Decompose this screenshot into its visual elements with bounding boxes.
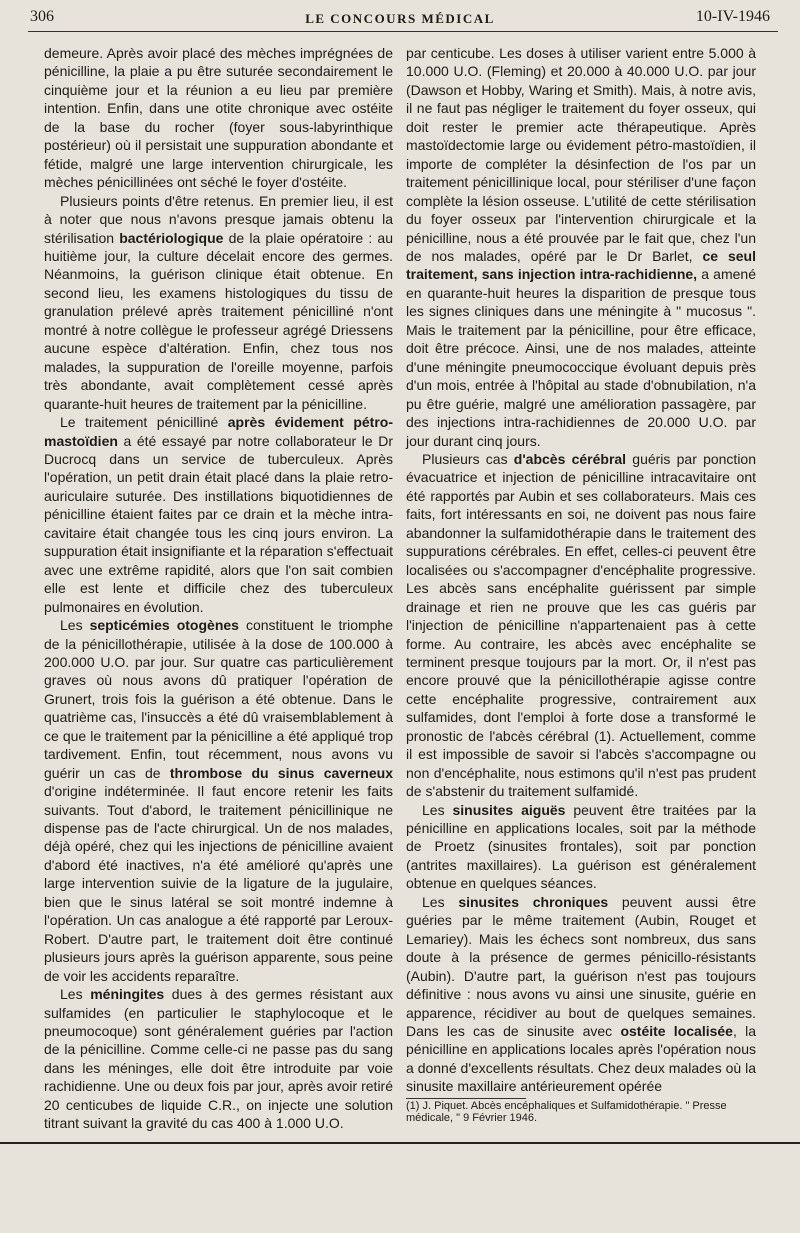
paragraph: demeure. Après avoir placé des mèches imprégnées de pénicilline, la plaie a pu être suturée secondairement le cinquième jour et la réunion a eu lieu par première intention. Enfin, dans une otite chronique avec ostéite de la base du rocher (foyer sous-labyrinthique postérieur) où il persistait une suppuration abondante et fétide, malgré une large intervention chirurgicale, les mèches pénicillinées ont séché le foyer d'ostéite. (44, 45, 393, 191)
page-number: 306 (30, 8, 54, 25)
right-column (406, 44, 756, 1124)
footnote-rule (406, 1098, 526, 1099)
paragraph: Les méningites dues à des germes résistant aux sulfamides (en particulier le staphylocoque et le pneumocoque) sont généralement guéries par l'action de la pénicilline. Comme celle-ci ne passe pas du sang dans les méninges, elle doit être introduite par voie rachidienne. Une ou deux fois par jour, après avoir retiré 20 centicubes de liquide C.R., on injecte une solution titrant suivant la gravité du cas 400 à 1.000 U.O. (44, 986, 393, 1132)
footnote: (1) J. Piquet. Abcès encéphaliques et Sulfamidothérapie. " Presse médicale, " 9 Février 1946. (406, 1099, 727, 1124)
page-header (30, 6, 770, 30)
header-rule (28, 31, 778, 32)
paragraph: Les sinusites aiguës peuvent être traitées par la pénicilline en applications locales, soit par la méthode de Proetz (sinusites frontales), soit par ponction (antrites maxillaires). La guérison est généralement obtenue en quelques séances. (406, 801, 756, 892)
journal-title: LE CONCOURS MÉDICAL (305, 11, 495, 26)
paragraph: par centicube. Les doses à utiliser varient entre 5.000 à 10.000 U.O. (Fleming) et 20.000 à 40.000 U.O. par jour (Dawson et Hobby, Waring et Smith). Mais, à notre avis, il ne faut pas négliger le traitement du foyer osseux, qui doit rester le premier acte thérapeutique. Après mastoïdectomie large ou évidement pétro-mastoïdien, il importe de compléter la désinfection de l'os par un traitement pénicillinique local, pour stériliser d'une façon complète la lésion osseuse. L'utilité de cette stérilisation du foyer osseux par l'intervention chirurgicale et la pénicilline, nous a été prouvée par le fait que, chez l'un de nos malades, opéré par le Dr Barlet, ce seul traitement, sans injection intra-rachidienne, a amené en quarante-huit heures la disparition de presque tous les signes cliniques dans une méningite à " mucosus ". Mais le traitement par la pénicilline, pour être efficace, doit être précoce. Ainsi, une de nos malades, atteinte d'une méningite pneumococcique évoluant depuis près d'un mois, entrée à l'hôpital au stade d'obnubilation, n'a pu être guérie, malgré une amélioration passagère, par des injections intra-rachidiennes de 20.000 U.O. par jour durant cinq jours. (406, 45, 756, 449)
bottom-rule (0, 1142, 800, 1144)
paragraph: Les sinusites chroniques peuvent aussi être guéries par le même traitement (Aubin, Rouget et Lemariey). Mais les échecs sont nombreux, dus sans doute à la présence de germes pénicillo-résistants (Aubin). D'autre part, la guérison n'est pas toujours définitive : nous avons vu ainsi une sinusite, guérie en apparence, récidiver au bout de quelques semaines. Dans les cas de sinusite avec ostéite localisée, la pénicilline en applications locales après l'opération nous a donné d'excellents résultats. Chez deux malades où la sinusite maxillaire antérieurement opérée (406, 893, 756, 1095)
paragraph: Les septicémies otogènes constituent le triomphe de la pénicillothérapie, utilisée à la dose de 100.000 à 200.000 U.O. par jour. Sur quatre cas particulièrement graves où nous avons dû pratiquer l'opération de Grunert, trois fois la guérison a été obtenue. Dans le quatrième cas, l'insuccès a été dû vraisemblablement à ce que le traitement par la pénicilline a été appliqué trop tardivement. Enfin, tout récemment, nous avons vu guérir un cas de thrombose du sinus caverneux d'origine indéterminée. Il faut encore retenir les faits suivants. Tout d'abord, le traitement pénicillinique ne dispense pas de l'acte chirurgical. Un de nos malades, déjà opéré, chez qui les injections de pénicilline avaient d'abord été inactives, n'a été amélioré qu'après une large intervention suivie de la ligature de la jugulaire, bien que le sinus latéral se soit montré indemne à l'opération. Un cas analogue a été rapporté par Leroux-Robert. D'autre part, le traitement doit être continué plusieurs jours après la guérison apparente, sous peine de voir les accidents reparaître. (44, 617, 393, 984)
paragraph: Plusieurs cas d'abcès cérébral guéris par ponction évacuatrice et injection de pénicilline intracavitaire ont été rapportés par Aubin et ses collaborateurs. Mais ces faits, fort intéressants en soi, ne doivent pas nous faire abandonner la sulfamidothérapie dans le traitement des suppurations cérébrales. En effet, celles-ci peuvent être localisées ou s'accompagner d'encéphalite progressive. Les abcès sans encéphalite guérissent par simple drainage et rien ne prouve que les cas guéris par l'injection de pénicilline n'appartenaient pas à cette forme. Au contraire, les abcès avec encéphalite se terminent presque toujours par la mort. Or, il n'est pas encore prouvé que la pénicillothérapie agisse contre cette encéphalite progressive, contrairement aux sulfamides, dont l'emploi à forte dose a transformé le pronostic de l'abcès cérébral (1). Actuellement, comme il est impossible de savoir si l'abcès s'accompagne ou non d'encéphalite, nous estimons qu'il n'est pas prudent de s'abstenir du traitement sulfamidé. (406, 450, 757, 800)
paragraph: Plusieurs points d'être retenus. En premier lieu, il est à noter que nous n'avons presque jamais obtenu la stérilisation bactériologique de la plaie opératoire : au huitième jour, la culture décelait encore des germes. Néanmoins, la guérison clinique était obtenue. En second lieu, les examens histologiques du tissu de granulation prélevé après traitement pénicilliné n'ont montré à notre collègue le professeur agrégé Driessens aucune espèce d'altération. Enfin, chez tous nos malades, la suppuration de l'oreille moyenne, parfois très abondante, avait complètement cessé après quarante-huit heures de traitement par la pénicilline. (44, 192, 394, 412)
left-column (44, 44, 393, 1133)
issue-date: 10-IV-1946 (695, 8, 770, 25)
paragraph: Le traitement pénicilliné après évidement pétro-mastoïdien a été essayé par notre collaborateur le Dr Ducrocq dans un service de tuberculeux. Après l'opération, un petit drain était placé dans la plaie retro-auriculaire suturée. Des instillations biquotidiennes de pénicilline étaient faites par ce drain et la mèche intra-cavitaire était changée tous les cinq jours environ. La suppuration était insignifiante et la réparation s'effectuait avec une extrême rapidité, alors que l'on sait combien elle est lente et difficile chez des tuberculeux pulmonaires en évolution. (44, 414, 393, 615)
